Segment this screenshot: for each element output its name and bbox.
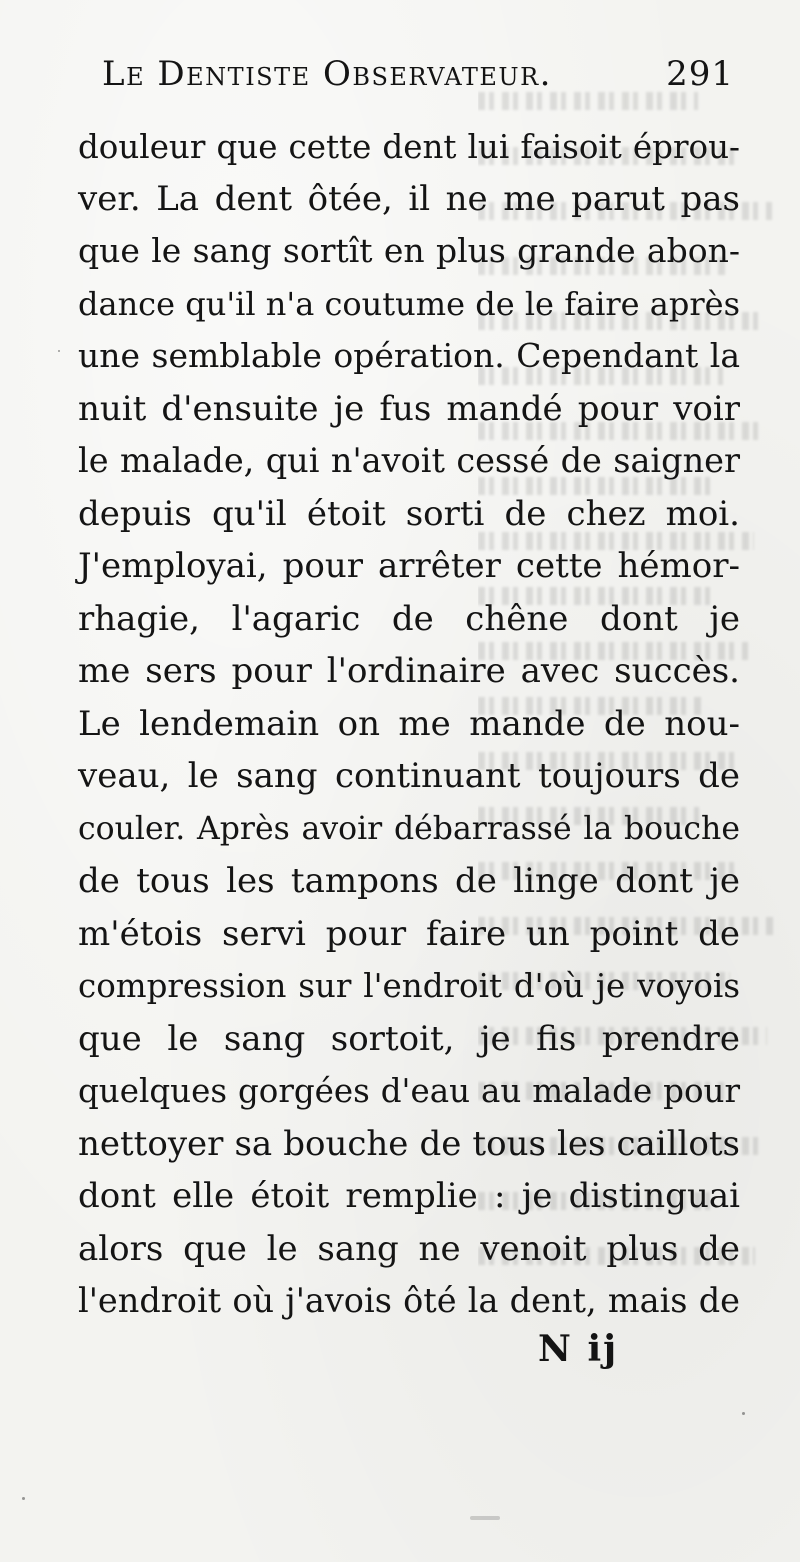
text-line: que le sang sortît en plus grande abon-: [78, 231, 740, 270]
page-header: [102, 46, 742, 106]
text-line: couler. Après avoir débarrassé la bouche: [78, 811, 740, 847]
running-title: Le Dentiste Observateur.: [102, 54, 552, 94]
text-line: le malade, qui n'avoit cessé de saigner: [78, 441, 740, 480]
text-line: de tous les tampons de linge dont je: [78, 861, 740, 901]
text-line: nettoyer sa bouche de tous les caillots: [78, 1124, 740, 1164]
paper-speck: [22, 1497, 25, 1500]
text-line: rhagie, l'agaric de chêne dont je: [78, 599, 740, 639]
text-line: veau, le sang continuant toujours de: [78, 756, 740, 796]
signature-mark: N ij: [538, 1328, 619, 1370]
text-line: une semblable opération. Cependant la: [78, 336, 740, 375]
text-line: alors que le sang ne venoit plus de: [78, 1229, 740, 1269]
text-line: douleur que cette dent lui faisoit éprou-: [78, 128, 740, 166]
paper-speck: [742, 1412, 745, 1415]
text-line: depuis qu'il étoit sorti de chez moi.: [78, 494, 740, 534]
text-line: me sers pour l'ordinaire avec succès.: [78, 651, 740, 691]
text-line: ver. La dent ôtée, il ne me parut pas: [78, 179, 740, 219]
text-line: l'endroit où j'avois ôté la dent, mais de: [78, 1281, 740, 1320]
text-line: Le lendemain on me mande de nou-: [78, 704, 740, 744]
text-line: J'employai, pour arrêter cette hémor-: [78, 546, 740, 586]
page-number: 291: [666, 54, 734, 94]
text-line: dont elle étoit remplie : je distinguai: [78, 1176, 740, 1216]
paper-smudge: [470, 1516, 500, 1520]
paper-speck: [58, 350, 60, 352]
text-line: que le sang sortoit, je fis prendre: [78, 1019, 740, 1059]
text-line: quelques gorgées d'eau au malade pour: [78, 1072, 740, 1110]
text-line: dance qu'il n'a coutume de le faire après: [78, 285, 740, 323]
text-line: nuit d'ensuite je fus mandé pour voir: [78, 389, 740, 429]
text-line: compression sur l'endroit d'où je voyois: [78, 967, 740, 1005]
text-line: m'étois servi pour faire un point de: [78, 914, 740, 954]
